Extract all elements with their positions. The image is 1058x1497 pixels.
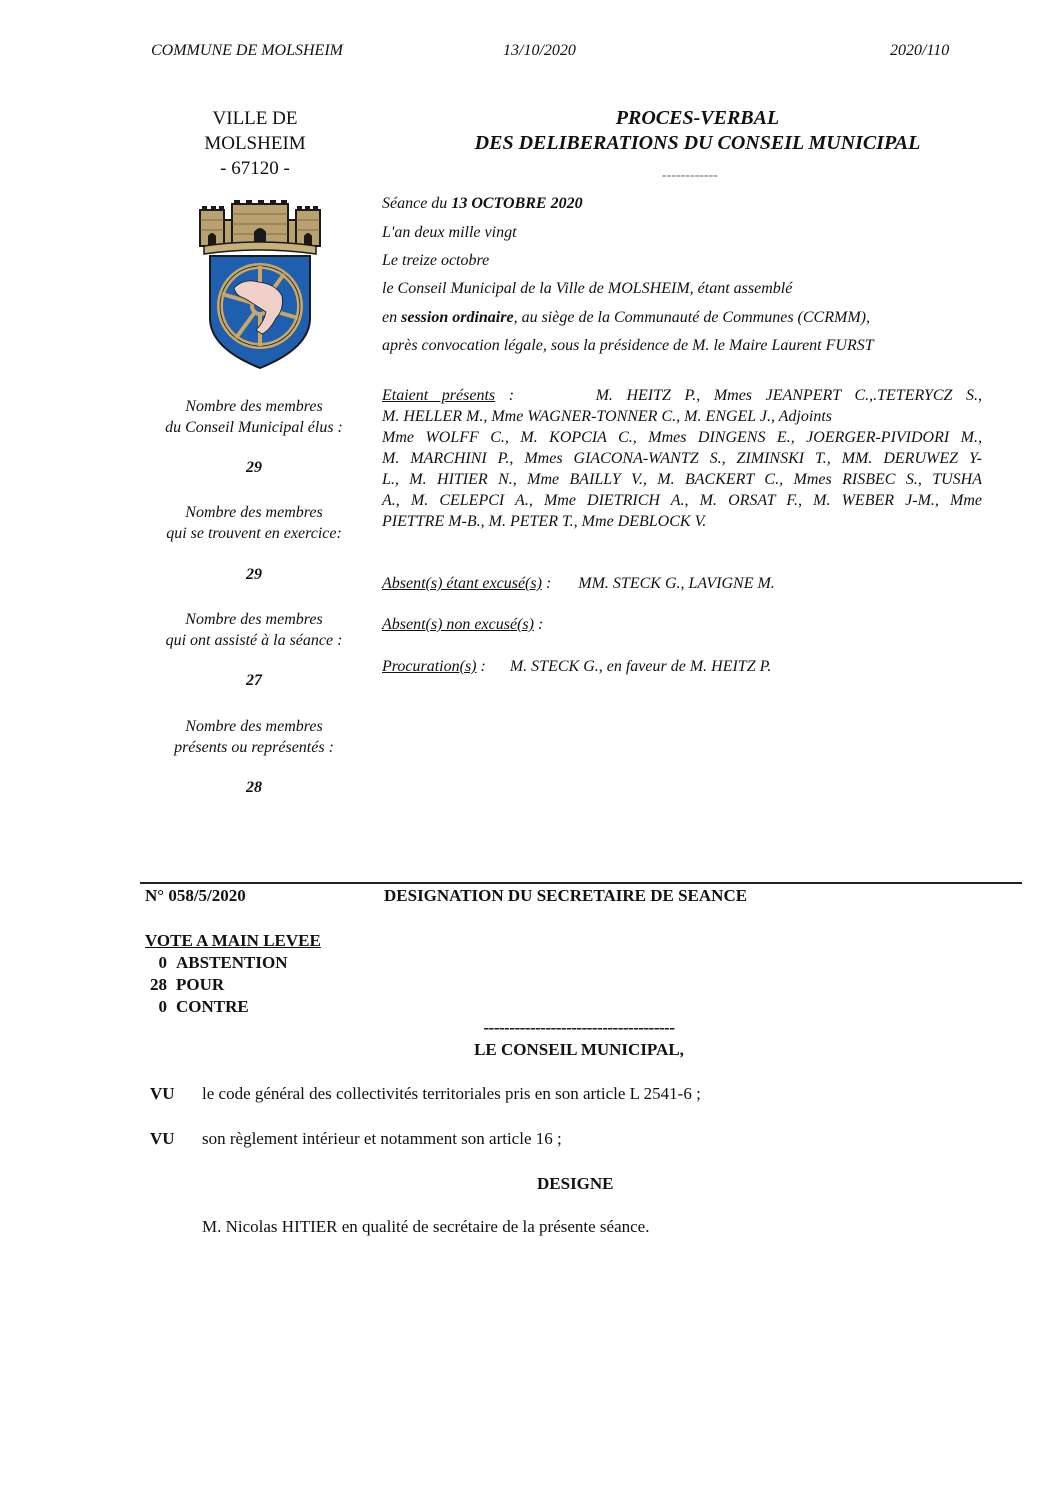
vote-block	[145, 930, 321, 1018]
header-date: 13/10/2020	[503, 42, 576, 59]
present-line-2: M. HELLER M., Mme WAGNER-TONNER C., M. ENGEL J., Adjoints	[382, 408, 832, 425]
present-line-5: L., M. HITIER N., Mme BAILLY V., M. BACKERT C., Mmes RISBEC S., TUSHA	[382, 471, 982, 488]
city-block	[180, 106, 330, 181]
vote-count: 28	[150, 975, 167, 994]
vote-abstention	[145, 952, 321, 974]
vote-label: CONTRE	[176, 997, 249, 1016]
council-separator: -------------------------------------	[483, 1018, 675, 1037]
title-separator: ------------	[662, 168, 718, 183]
seance-session	[382, 309, 870, 327]
title-line-2: DES DELIBERATIONS DU CONSEIL MUNICIPAL	[474, 132, 921, 154]
present-colon: :	[495, 387, 515, 404]
seance-year: L'an deux mille vingt	[382, 224, 517, 241]
seance-date: 13 OCTOBRE 2020	[451, 195, 583, 212]
seance-day: Le treize octobre	[382, 252, 490, 269]
vote-against	[145, 996, 321, 1018]
consideration-text: son règlement intérieur et notamment son article 16 ;	[202, 1129, 562, 1148]
city-line-2: MOLSHEIM	[204, 133, 306, 154]
excused-label: Absent(s) étant excusé(s)	[382, 575, 542, 592]
vote-count: 0	[158, 953, 167, 972]
attendance-present	[382, 385, 982, 532]
consideration-2	[150, 1129, 562, 1149]
consideration-keyword: VU	[150, 1084, 175, 1103]
consideration-keyword: VU	[150, 1129, 175, 1148]
present-label: Etaient présents	[382, 387, 496, 404]
present-line-1	[382, 385, 982, 406]
excused-value: MM. STECK G., LAVIGNE M.	[578, 575, 775, 592]
attendance-excused	[382, 575, 775, 593]
vote-count: 0	[158, 997, 167, 1016]
decision-keyword: DESIGNE	[537, 1174, 614, 1193]
vote-label: ABSTENTION	[176, 953, 288, 972]
stat-elected	[140, 396, 368, 438]
stat-attended	[140, 609, 368, 651]
present-line-4: M. MARCHINI P., Mmes GIACONA-WANTZ S., ZIMINSKI T., MM. DERUWEZ Y-	[382, 450, 982, 467]
seance-convocation: après convocation légale, sous la présidence de M. le Maire Laurent FURST	[382, 337, 874, 354]
seance-date-line	[382, 195, 583, 213]
consideration-1	[150, 1084, 701, 1104]
vote-for	[145, 974, 321, 996]
proxy-label: Procuration(s)	[382, 658, 477, 675]
stat-represented-line2: présents ou représentés :	[174, 739, 334, 756]
consideration-text: le code général des collectivités territoriales pris en son article L 2541-6 ;	[202, 1084, 701, 1103]
city-line-1: VILLE DE	[212, 108, 298, 129]
stat-attended-line2: qui ont assisté à la séance :	[165, 632, 343, 649]
city-postcode: - 67120 -	[220, 158, 290, 179]
proxy-value: M. STECK G., en faveur de M. HEITZ P.	[509, 658, 772, 675]
section-divider	[140, 882, 1022, 884]
attendance-unexcused	[382, 616, 543, 634]
stat-in-office-line1: Nombre des membres	[185, 504, 323, 521]
vote-label: POUR	[176, 975, 225, 994]
stat-elected-line2: du Conseil Municipal élus :	[165, 419, 343, 436]
stat-in-office	[140, 502, 368, 544]
stat-attended-line1: Nombre des membres	[185, 611, 323, 628]
stat-represented-value: 28	[246, 779, 262, 796]
session-location: , au siège de la Communauté de Communes (CCRMM),	[513, 309, 870, 326]
present-line-3: Mme WOLFF C., M. KOPCIA C., Mmes DINGENS E., JOERGER-PIVIDORI M.,	[382, 429, 982, 446]
council-heading: LE CONSEIL MUNICIPAL,	[474, 1040, 684, 1059]
stat-in-office-value: 29	[246, 566, 262, 583]
document-title	[420, 106, 975, 156]
header-page-ref: 2020/110	[890, 42, 950, 59]
header-commune: COMMUNE DE MOLSHEIM	[151, 42, 343, 59]
decision-text: M. Nicolas HITIER en qualité de secrétaire de la présente séance.	[202, 1217, 650, 1236]
session-type: session ordinaire	[401, 309, 514, 326]
stat-elected-value: 29	[246, 459, 262, 476]
present-names-1: M. HEITZ P., Mmes JEANPERT C.,.TETERYCZ S.,	[595, 387, 982, 404]
unexcused-colon: :	[533, 616, 544, 633]
vote-title: VOTE A MAIN LEVEE	[145, 931, 321, 950]
deliberation-subject: DESIGNATION DU SECRETAIRE DE SEANCE	[384, 886, 748, 905]
deliberation-number: N° 058/5/2020	[145, 886, 246, 905]
session-prefix: en	[382, 309, 402, 326]
unexcused-label: Absent(s) non excusé(s)	[382, 616, 534, 633]
present-line-7: PIETTRE M-B., M. PETER T., Mme DEBLOCK V.	[382, 513, 707, 530]
stat-represented-line1: Nombre des membres	[185, 718, 323, 735]
proxy-colon: :	[476, 658, 486, 675]
coat-of-arms-icon	[196, 198, 324, 370]
seance-assembly: le Conseil Municipal de la Ville de MOLSHEIM, étant assemblé	[382, 280, 793, 297]
stat-elected-line1: Nombre des membres	[185, 398, 323, 415]
excused-colon: :	[541, 575, 552, 592]
title-line-1: PROCES-VERBAL	[615, 107, 780, 129]
present-line-6: A., M. CELEPCI A., Mme DIETRICH A., M. ORSAT F., M. WEBER J-M., Mme	[382, 492, 982, 509]
stat-represented	[140, 716, 368, 758]
stat-in-office-line2: qui se trouvent en exercice:	[166, 525, 342, 542]
stat-attended-value: 27	[246, 672, 262, 689]
attendance-proxy	[382, 658, 771, 676]
seance-prefix: Séance du	[382, 195, 452, 212]
